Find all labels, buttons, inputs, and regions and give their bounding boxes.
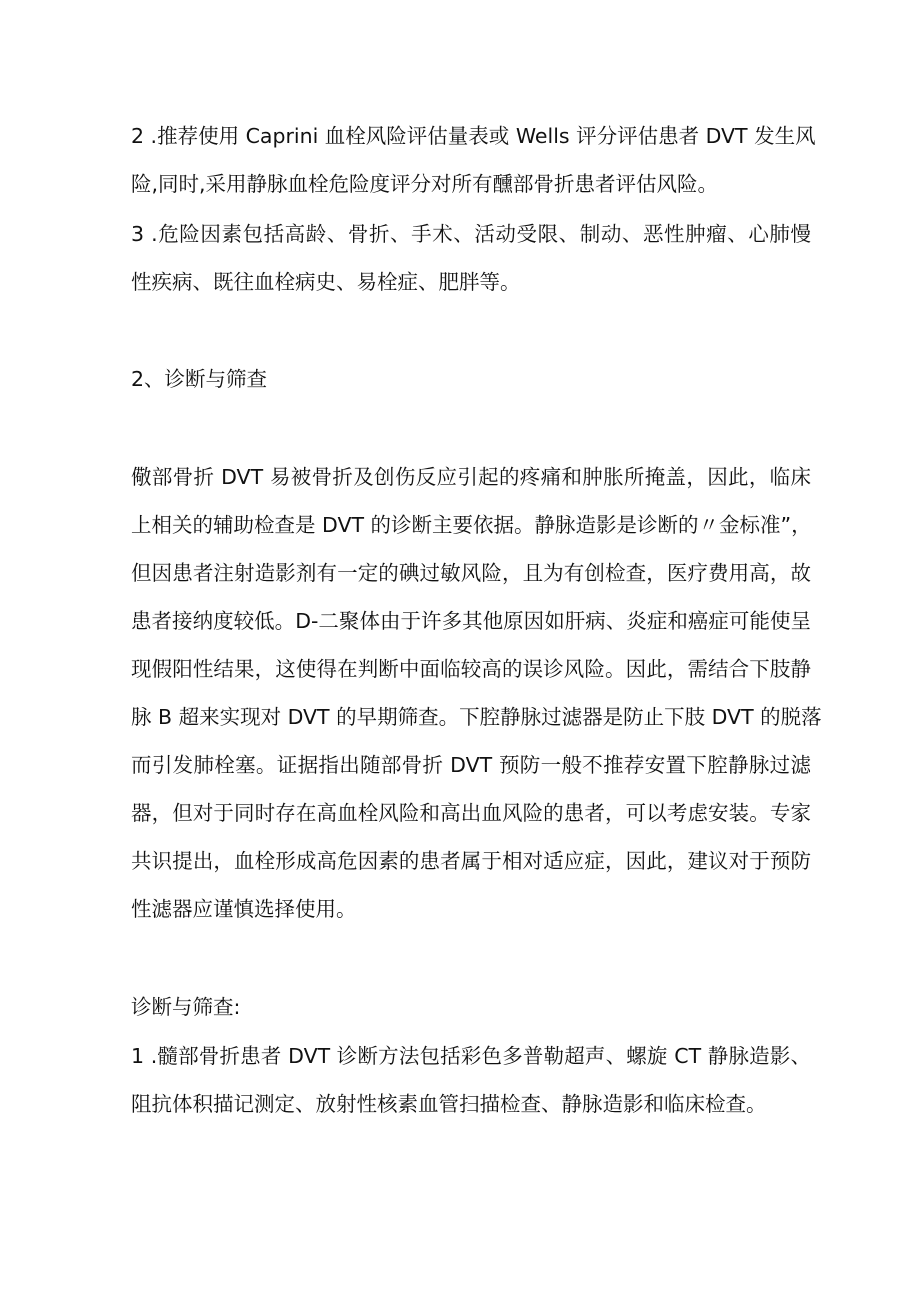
list-item-1 [131,1032,811,1128]
body-line: 但因患者注射造影剂有一定的碘过敏风险，且为有创检查，医疗费用高，故 [131,561,811,585]
body-line: 器，但对于同时存在高血栓风险和高出血风险的患者，可以考虑安装。专家 [131,801,811,825]
list-item-2-line-1: 2 .推荐使用 Caprini 血栓风险评估量表或 Wells 评分评估患者 DVT 发生风 [131,124,816,148]
body-line: 性滤器应谨慎选择使用。 [131,897,357,921]
body-paragraph [131,453,822,933]
body-line: 现假阳性结果，这使得在判断中面临较高的误诊风险。因此，需结合下肢静 [131,657,811,681]
body-line: 儆部骨折 DVT 易被骨折及创伤反应引起的疼痛和肿胀所掩盖，因此，临床 [131,465,811,489]
body-line: 共识提出，血栓形成高危因素的患者属于相对适应症，因此，建议对于预防 [131,849,811,873]
body-line: 脉 B 超来实现对 DVT 的早期筛查。下腔静脉过滤器是防止下肢 DVT 的脱落 [131,705,822,729]
list-item-3 [131,210,811,306]
list-item-2 [131,112,816,208]
list-item-1-line-2: 阻抗体积描记测定、放射性核素血管扫描检查、静脉造影和临床检查。 [131,1092,767,1116]
body-line: 上相关的辅助检查是 DVT 的诊断主要依据。静脉造影是诊断的〃金标准”， [131,513,812,537]
list-item-1-line-1: 1 .髓部骨折患者 DVT 诊断方法包括彩色多普勒超声、螺旋 CT 静脉造影、 [131,1044,811,1068]
body-line: 而引发肺栓塞。证据指出随部骨折 DVT 预防一般不推荐安置下腔静脉过滤 [131,753,811,777]
list-item-3-line-1: 3 .危险因素包括高龄、骨折、手术、活动受限、制动、恶性肿瘤、心肺慢 [131,222,811,246]
subheading: 诊断与筛查: [131,995,241,1019]
list-item-2-line-2: 险,同时,采用静脉血栓危险度评分对所有醺部骨折患者评估风险。 [131,172,719,196]
section-heading: 2、诊断与筛查 [131,367,268,391]
body-line: 患者接纳度较低。D-二聚体由于许多其他原因如肝病、炎症和癌症可能使呈 [131,609,811,633]
list-item-3-line-2: 性疾病、既往血栓病史、易栓症、肥胖等。 [131,270,521,294]
